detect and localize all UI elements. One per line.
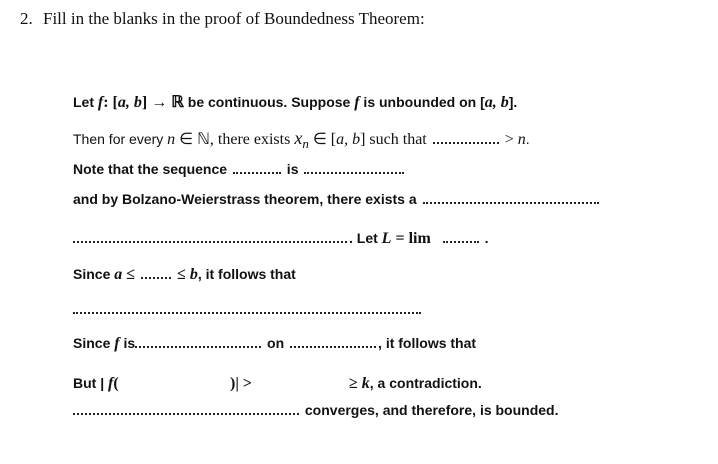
proof-text: Let [73, 94, 98, 110]
proof-text: on [263, 335, 289, 351]
proof-text: . [480, 230, 489, 246]
proof-text: converges, and therefore, is bounded. [301, 402, 559, 418]
proof-text: Then for every [73, 131, 168, 147]
math-interval: a, b [117, 94, 142, 111]
proof-text: ]. [508, 94, 518, 110]
math-f: f [114, 335, 120, 352]
math-text: ≤ [173, 266, 190, 283]
proof-text: and by Bolzano-Weierstrass theorem, there exists a [73, 191, 421, 207]
blank[interactable] [233, 170, 281, 174]
proof-text: , it follows that [197, 266, 296, 282]
math-f: f [97, 94, 104, 111]
math-text: > [500, 131, 518, 148]
proof-text: ∈ ℕ, there exists [175, 131, 295, 148]
proof-text: Since [73, 335, 115, 351]
math-f: f [354, 94, 360, 111]
blank[interactable] [135, 344, 261, 348]
proof-text: But | [73, 375, 109, 391]
math-text: ≥ [349, 375, 362, 392]
proof-text: Since [73, 266, 115, 282]
proof-line-5 [73, 230, 489, 248]
blank[interactable] [443, 239, 479, 243]
proof-text: ] such that [360, 131, 431, 148]
blank[interactable] [304, 170, 404, 174]
math-reals: ℝ [171, 94, 184, 111]
math-L: L [381, 230, 392, 247]
contradiction-text [349, 375, 482, 393]
math-text: : [ [103, 94, 118, 111]
proof-line-7 [73, 301, 423, 317]
blank[interactable] [73, 310, 421, 314]
math-n: n [517, 131, 526, 148]
blank[interactable] [290, 344, 376, 348]
math-k: k [361, 375, 370, 392]
math-text: ( [113, 375, 119, 392]
math-interval: a, b [484, 94, 509, 111]
proof-line-2 [73, 128, 530, 152]
math-a: a [114, 266, 123, 283]
math-n: n [167, 131, 176, 148]
proof-text: be continuous. Suppose [183, 94, 355, 110]
blank[interactable] [141, 275, 171, 279]
blank[interactable] [433, 140, 499, 144]
question-number: 2. [20, 9, 33, 28]
math-b: b [189, 266, 198, 283]
proof-text: Note that the sequence [73, 161, 231, 177]
proof-line-10 [73, 402, 559, 418]
math-text: ∈ [ [308, 131, 337, 148]
proof-line-6 [73, 266, 296, 284]
math-text: ≤ [122, 266, 140, 283]
math-interval: a, b [336, 131, 361, 148]
math-text: = [391, 230, 409, 247]
blank[interactable] [423, 200, 599, 204]
proof-text: . Let [349, 230, 382, 246]
proof-line-1 [73, 92, 517, 112]
question-heading [20, 9, 425, 29]
proof-line-8 [73, 335, 476, 353]
blank[interactable] [73, 411, 299, 415]
proof-text: , a contradiction. [369, 375, 482, 391]
proof-text: . [525, 131, 530, 147]
math-x: x [294, 128, 303, 148]
math-text: )| > [230, 375, 252, 392]
math-f: f [108, 375, 114, 392]
proof-line-4 [73, 191, 601, 207]
proof-text: is [119, 335, 136, 351]
proof-text: is [282, 161, 303, 177]
math-subscript: n [302, 135, 309, 151]
proof-text: is unbounded on [ [359, 94, 485, 110]
blank[interactable] [73, 239, 347, 243]
math-text: ] → [141, 94, 172, 111]
proof-text: , it follows that [378, 335, 477, 351]
proof-line-3 [73, 161, 406, 177]
math-lim: lim [408, 230, 431, 247]
but-text [73, 375, 119, 393]
question-text: Fill in the blanks in the proof of Boundedness Theorem: [43, 9, 425, 28]
